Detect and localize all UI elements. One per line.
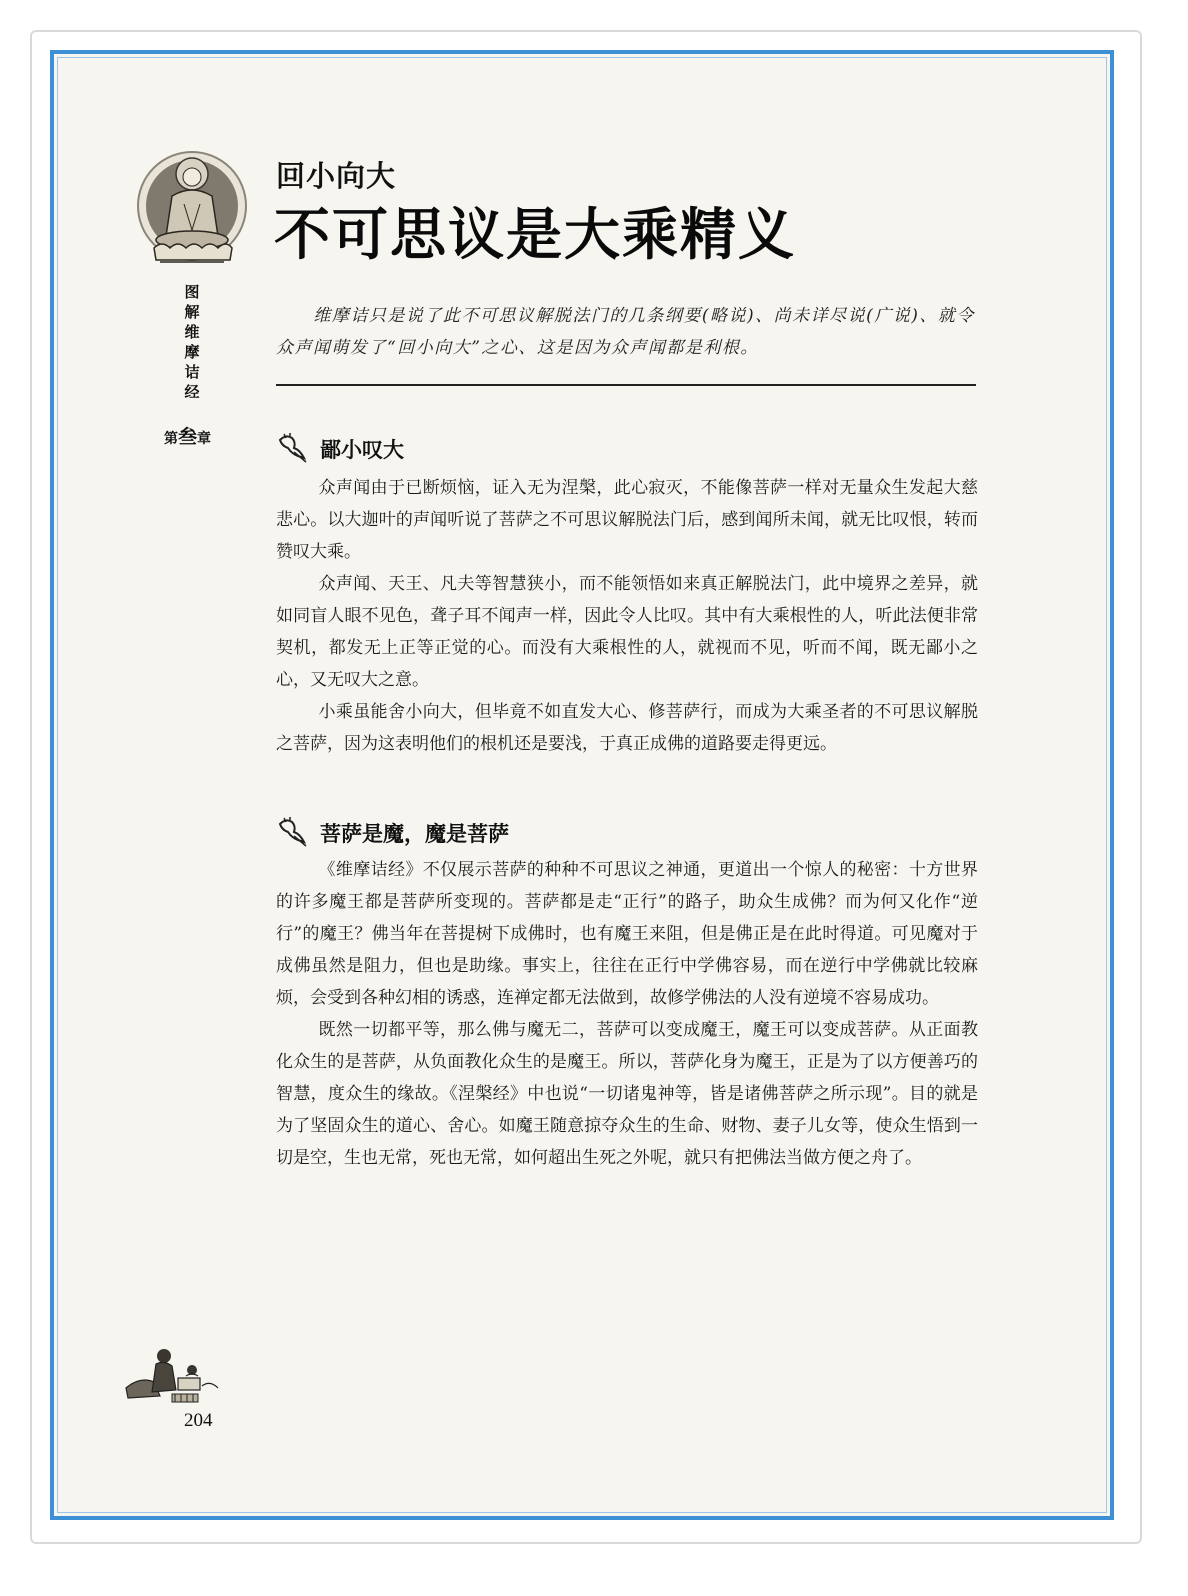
chapter-suffix: 章 xyxy=(197,431,212,447)
section-heading-text: 菩萨是魔，魔是菩萨 xyxy=(320,822,509,846)
section-heading-text: 鄙小叹大 xyxy=(320,438,404,462)
page-number: 204 xyxy=(184,1410,213,1431)
body-paragraph: 众声闻由于已断烦恼，证入无为涅槃，此心寂灭，不能像菩萨一样对无量众生发起大慈悲心。以大迦叶的声闻听说了菩萨之不可思议解脱法门后，感到闻所未闻，就无比叹恨，转而赞叹大乘。 xyxy=(276,478,978,562)
book-title-char: 摩 xyxy=(184,343,200,361)
book-title-char: 经 xyxy=(184,383,200,401)
book-page xyxy=(50,50,1114,1520)
book-title-char: 图 xyxy=(184,283,200,301)
page-title: 不可思议是大乘精义 xyxy=(274,203,796,268)
page-subtitle: 回小向大 xyxy=(276,159,397,193)
book-title-char: 解 xyxy=(184,303,200,321)
body-paragraph: 众声闻、天王、凡夫等智慧狭小，而不能领悟如来真正解脱法门，此中境界之差异，就如同盲人眼不见色，聋子耳不闻声一样，因此令人比叹。其中有大乘根性的人，听此法便非常契机，都发无上正等正觉的心。而没有大乘根性的人，就视而不见，听而不闻，既无鄙小之心，又无叹大之意。 xyxy=(276,574,978,690)
chapter-prefix: 第 xyxy=(164,431,178,447)
chapter-label xyxy=(164,422,224,449)
intro-paragraph: 维摩诘只是说了此不可思议解脱法门的几条纲要(略说)、尚未详尽说(广说)、就令众声闻萌发了“回小向大”之心、这是因为众声闻都是利根。 xyxy=(276,306,975,358)
buddha-illustration xyxy=(132,144,250,274)
book-title-char: 诘 xyxy=(184,363,200,381)
divider xyxy=(276,384,976,386)
inner-border xyxy=(57,57,1107,1513)
chapter-number: 叁 xyxy=(178,426,198,448)
bird-ornament-icon xyxy=(276,816,310,848)
book-title-char: 维 xyxy=(184,323,200,341)
book-title-vertical xyxy=(180,282,204,402)
body-paragraph: 《维摩诘经》不仅展示菩萨的种种不可思议之神通，更道出一个惊人的秘密：十方世界的许多魔王都是菩萨所变现的。菩萨都是走“正行”的路子，助众生成佛？而为何又化作“逆行”的魔王？佛当年在菩提树下成佛时，也有魔王来阻，但是佛正是在此时得道。可见魔对于成佛虽然是阻力，但也是助缘。事实上，往往在正行中学佛容易，而在逆行中学佛就比较麻烦，会受到各种幻相的诱惑，连禅定都无法做到，故修学佛法的人没有逆境不容易成功。 xyxy=(276,860,978,1008)
body-paragraph: 小乘虽能舍小向大，但毕竟不如直发大心、修菩萨行，而成为大乘圣者的不可思议解脱之菩萨，因为这表明他们的根机还是要浅，于真正成佛的道路要走得更远。 xyxy=(276,702,978,754)
body-paragraph: 既然一切都平等，那么佛与魔无二，菩萨可以变成魔王，魔王可以变成菩萨。从正面教化众生的是菩萨，从负面教化众生的是魔王。所以，菩萨化身为魔王，正是为了以方便善巧的智慧，度众生的缘故。《涅槃经》中也说“一切诸鬼神等，皆是诸佛菩萨之所示现”。目的就是为了坚固众生的道心、舍心。如魔王随意掠夺众生的生命、财物、妻子儿女等，使众生悟到一切是空，生也无常，死也无常，如何超出生死之外呢，就只有把佛法当做方便之舟了。 xyxy=(276,1020,978,1168)
section-body xyxy=(276,854,978,1174)
bird-ornament-icon xyxy=(276,432,310,464)
scholar-scene-illustration xyxy=(120,1336,224,1406)
section-body xyxy=(276,472,978,760)
